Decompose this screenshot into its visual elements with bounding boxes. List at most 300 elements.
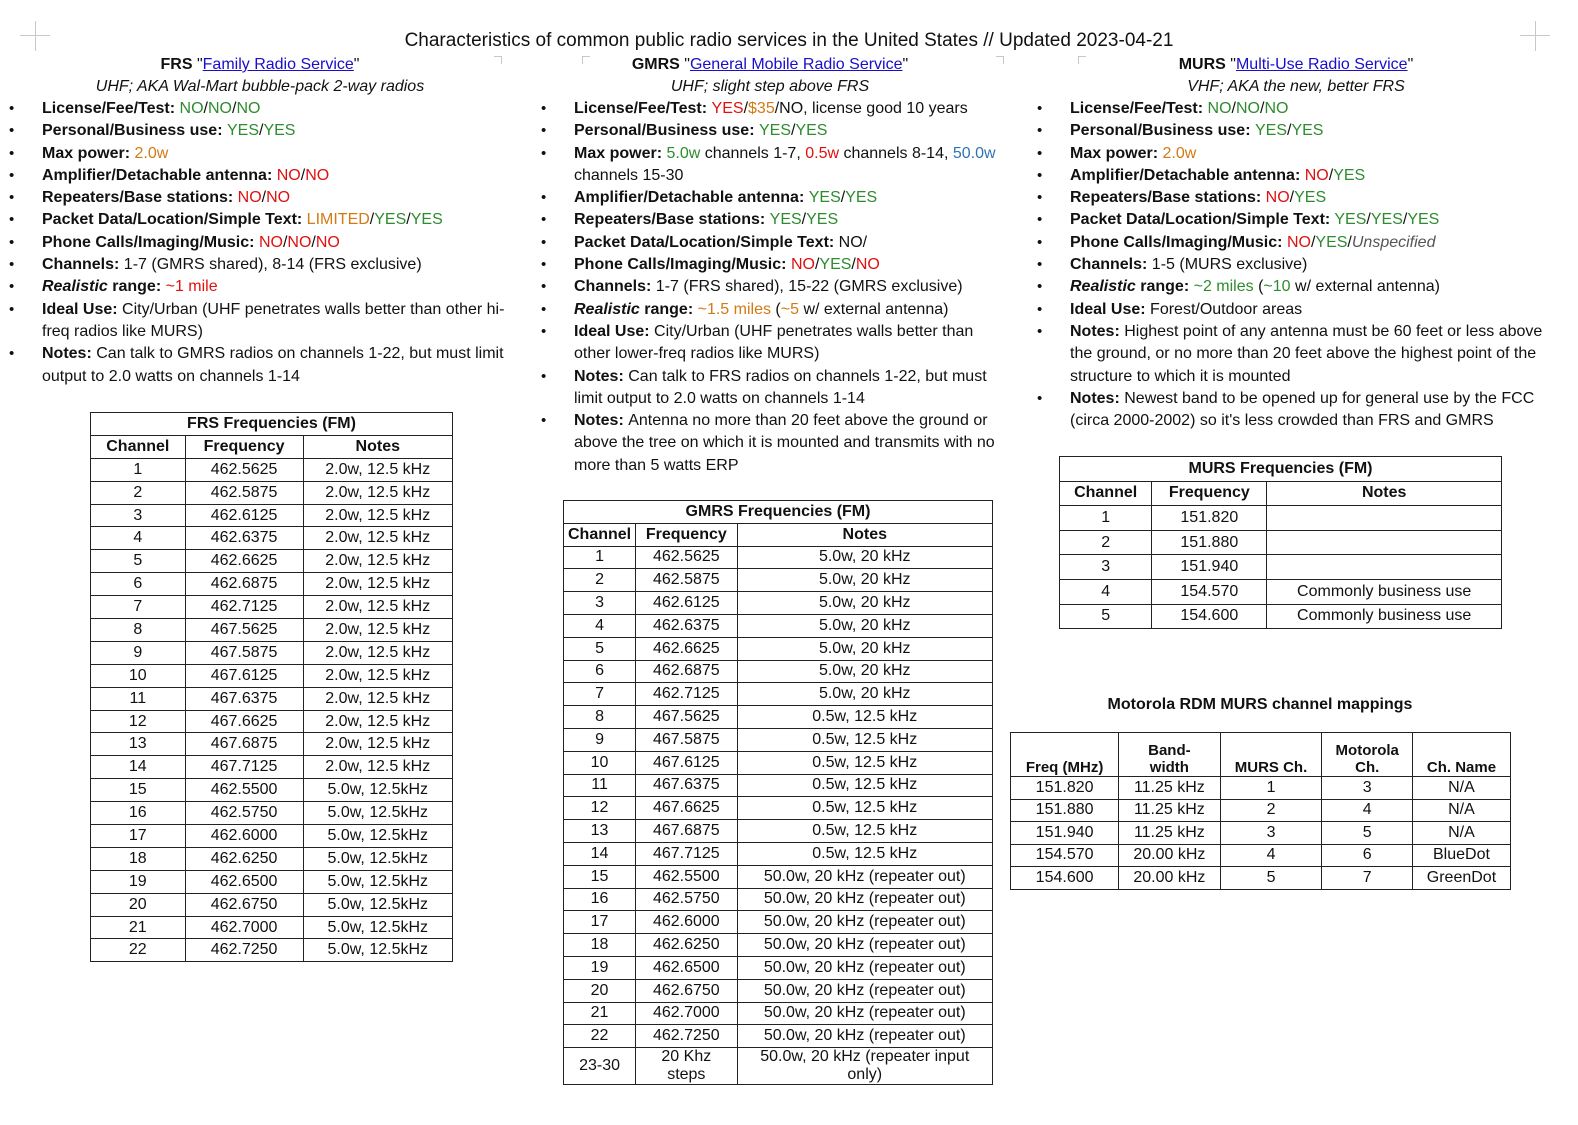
table-cell: 462.6625 [636, 637, 737, 660]
table-cell: 462.7250 [185, 939, 303, 962]
table-cell: 2.0w, 12.5 kHz [303, 504, 452, 527]
table-row [564, 979, 993, 1002]
table-cell: N/A [1412, 799, 1510, 822]
characteristic-text: YES [374, 211, 407, 229]
table-cell: 467.6375 [636, 774, 737, 797]
table-cell: 6 [1322, 844, 1412, 867]
characteristic-text: w/ external antenna) [1290, 278, 1440, 296]
characteristic-text: range [107, 278, 156, 296]
table-cell: 2 [91, 481, 186, 504]
characteristic-text: Antenna no more than 20 feet above the ground or above the tree on which it is mounted and transmits with no more than 5 watts ERP [574, 412, 995, 474]
column-header: Frequency [185, 435, 303, 458]
table-row [564, 911, 993, 934]
characteristic-text: Personal/Business use [1070, 122, 1246, 140]
characteristic-text: : [1114, 389, 1125, 407]
characteristic-text: / [743, 100, 749, 117]
characteristic-text: YES [806, 211, 839, 229]
characteristic-text: / [1347, 233, 1352, 251]
table-cell: 151.940 [1011, 822, 1119, 845]
characteristic-text: Repeaters/Base stations [1070, 189, 1256, 207]
table-cell: 2 [1060, 530, 1152, 555]
characteristic-text: : [217, 122, 227, 140]
table-cell: 20 Khz steps [636, 1048, 737, 1085]
characteristic-text: : [749, 122, 759, 140]
motorola-mapping-table [1010, 732, 1511, 890]
characteristic-item [574, 98, 996, 120]
characteristic-text: YES [1333, 166, 1366, 184]
table-cell: 19 [564, 956, 636, 979]
characteristic-text: NO [1286, 233, 1311, 251]
characteristic-text: : [618, 412, 629, 430]
table-row [91, 756, 453, 779]
characteristic-text: LIMITED [306, 211, 370, 229]
characteristic-text: NO [179, 100, 204, 117]
table-cell: BlueDot [1412, 844, 1510, 867]
characteristic-text: NO [790, 256, 815, 274]
characteristic-text: Highest point of any antenna must be 60 feet or less above the ground, or no more than 20 feet above the highest point of the structure to which it is mounted [1070, 322, 1543, 385]
characteristic-item [42, 254, 506, 276]
table-row [91, 664, 453, 687]
column-header: Frequency [1152, 481, 1267, 506]
table-cell: 15 [91, 779, 186, 802]
characteristic-text: YES [1315, 233, 1348, 251]
table-cell: 11.25 kHz [1119, 822, 1220, 845]
characteristic-item [574, 120, 996, 142]
table-cell: 5 [1322, 822, 1412, 845]
characteristic-text: YES [226, 122, 259, 140]
table-cell: 462.5500 [185, 779, 303, 802]
table-cell: 9 [91, 641, 186, 664]
characteristic-text: : [266, 166, 277, 184]
table-cell: 14 [91, 756, 186, 779]
table-cell: 151.820 [1152, 506, 1267, 531]
table-row [91, 481, 453, 504]
characteristic-text: : [249, 233, 259, 251]
table-row [91, 550, 453, 573]
table-cell: 12 [564, 797, 636, 820]
frs-column [0, 54, 520, 388]
table-row [1011, 799, 1511, 822]
table-cell: 21 [564, 1002, 636, 1025]
characteristic-text: / [1310, 233, 1316, 251]
characteristic-text: / [406, 211, 411, 229]
gmrs-subtitle: UHF; slight step above FRS [670, 78, 870, 95]
characteristic-text: NO [258, 233, 283, 251]
table-cell: 462.6500 [636, 956, 737, 979]
table-cell: 16 [564, 888, 636, 911]
characteristic-text: Max power [574, 144, 657, 162]
characteristic-text: : [798, 189, 809, 207]
table-row [1011, 867, 1511, 890]
table-cell: 462.5750 [636, 888, 737, 911]
characteristic-item [1070, 143, 1558, 165]
table-row [564, 1025, 993, 1048]
characteristic-text: ( [1253, 278, 1264, 296]
characteristic-item [574, 366, 996, 411]
table-row [91, 596, 453, 619]
table-row [564, 774, 993, 797]
characteristic-text: YES [769, 211, 802, 229]
table-cell: 0.5w, 12.5 kHz [737, 820, 992, 843]
table-cell: 50.0w, 20 kHz (repeater input only) [737, 1048, 992, 1085]
characteristic-text: / [232, 100, 237, 117]
table-cell: 154.570 [1152, 579, 1267, 604]
table-row [91, 641, 453, 664]
characteristic-text: Max power [42, 144, 125, 162]
characteristic-text: / [814, 256, 820, 274]
table-row [91, 573, 453, 596]
frs-link[interactable]: Family Radio Service [202, 56, 354, 73]
table-cell: 462.6250 [185, 847, 303, 870]
table-cell: 6 [564, 660, 636, 683]
table-cell: Commonly business use [1267, 579, 1502, 604]
table-cell: 5.0w, 20 kHz [737, 660, 992, 683]
table-cell: 10 [564, 751, 636, 774]
characteristic-text: YES [711, 100, 744, 117]
table-cell: 50.0w, 20 kHz (repeater out) [737, 956, 992, 979]
table-cell: 5 [1220, 867, 1322, 890]
gmrs-column [530, 54, 1010, 477]
table-cell: 17 [91, 825, 186, 848]
table-cell: 462.5875 [636, 569, 737, 592]
table-row [91, 893, 453, 916]
characteristic-text: / [840, 189, 846, 207]
table-cell: 5 [564, 637, 636, 660]
frs-characteristics-list [42, 98, 506, 388]
table-cell: 5.0w, 12.5kHz [303, 779, 452, 802]
characteristic-text: Channels [42, 256, 115, 274]
table-cell: 4 [564, 614, 636, 637]
table-row [1011, 777, 1511, 800]
murs-link[interactable]: Multi-Use Radio Service [1235, 56, 1408, 73]
table-row [1060, 555, 1502, 580]
characteristic-item [42, 299, 506, 344]
table-cell: 5.0w, 12.5kHz [303, 939, 452, 962]
table-row [91, 779, 453, 802]
characteristic-text: : [112, 300, 123, 318]
characteristic-text: Forest/Outdoor areas [1150, 300, 1303, 318]
table-cell: 467.6875 [636, 820, 737, 843]
column-header: Frequency [636, 523, 737, 546]
table-cell: 4 [1322, 799, 1412, 822]
table-cell: 2.0w, 12.5 kHz [303, 596, 452, 619]
characteristic-text: / [369, 211, 375, 229]
characteristic-text: / [203, 100, 208, 117]
table-cell: 4 [1060, 579, 1152, 604]
characteristic-text: / [1402, 211, 1408, 229]
table-cell: 462.6750 [636, 979, 737, 1002]
table-cell: 467.5625 [636, 706, 737, 729]
characteristic-text: 5.0w [666, 144, 701, 162]
characteristic-text: : [1294, 166, 1305, 184]
table-cell: 2.0w, 12.5 kHz [303, 573, 452, 596]
characteristic-text: NO [1264, 100, 1289, 117]
characteristic-text: / [1231, 100, 1236, 117]
characteristic-text: : [1140, 300, 1151, 318]
characteristic-text: Repeaters/Base stations [42, 189, 228, 207]
characteristic-text: Phone Calls/Imaging/Music [1070, 233, 1278, 251]
table-cell: 50.0w, 20 kHz (repeater out) [737, 865, 992, 888]
characteristic-text: License/Fee/Test [574, 100, 702, 117]
characteristic-text: NO [276, 166, 301, 184]
characteristic-text: / [851, 256, 856, 274]
characteristic-text: ~2 miles [1193, 278, 1254, 296]
characteristic-text: License/Fee/Test [42, 100, 170, 117]
table-cell: 151.940 [1152, 555, 1267, 580]
characteristic-text: ~10 [1263, 278, 1291, 296]
table-cell: 5 [1060, 604, 1152, 629]
characteristic-text: / [1286, 122, 1292, 140]
table-row [91, 802, 453, 825]
characteristic-text: : [155, 278, 166, 296]
table-cell: 11 [564, 774, 636, 797]
table-cell: 462.6375 [636, 614, 737, 637]
characteristic-text: YES [758, 122, 791, 140]
murs-frequencies-table [1059, 456, 1502, 629]
gmrs-frequencies-table [563, 500, 993, 1085]
table-cell: 462.6000 [185, 825, 303, 848]
table-cell: 4 [1220, 844, 1322, 867]
table-cell: 2.0w, 12.5 kHz [303, 756, 452, 779]
table-cell: 10 [91, 664, 186, 687]
table-row [564, 592, 993, 615]
table-row [91, 870, 453, 893]
table-cell: 467.5875 [636, 728, 737, 751]
characteristic-item [574, 232, 996, 254]
table-cell: 20 [91, 893, 186, 916]
table-cell: 2.0w, 12.5 kHz [303, 687, 452, 710]
characteristic-text: : [1255, 189, 1266, 207]
characteristic-text: 1-7 (GMRS shared), 8-14 (FRS exclusive) [123, 256, 422, 274]
table-cell: 462.5750 [185, 802, 303, 825]
column-header: Channel [1060, 481, 1152, 506]
table-cell: 1 [1060, 506, 1152, 531]
characteristic-text: YES [845, 189, 878, 207]
characteristic-item [42, 98, 506, 120]
table-cell [1267, 555, 1502, 580]
table-cell: 5.0w, 20 kHz [737, 592, 992, 615]
table-row [91, 733, 453, 756]
table-row [564, 956, 993, 979]
table-cell: 14 [564, 842, 636, 865]
characteristic-text: Ideal Use [42, 300, 113, 318]
characteristic-text: Notes [42, 345, 87, 363]
characteristic-text: : [169, 100, 180, 117]
gmrs-link[interactable]: General Mobile Radio Service [689, 56, 903, 73]
characteristic-text: Repeaters/Base stations [574, 211, 760, 229]
table-cell: 7 [1322, 867, 1412, 890]
table-cell: 5.0w, 20 kHz [737, 683, 992, 706]
table-cell: 467.6125 [636, 751, 737, 774]
table-cell: 1 [1220, 777, 1322, 800]
table-caption: GMRS Frequencies (FM) [564, 501, 993, 524]
characteristic-item [1070, 276, 1558, 298]
table-cell: 462.5625 [636, 546, 737, 569]
table-cell: 5.0w, 12.5kHz [303, 847, 452, 870]
table-cell: 2.0w, 12.5 kHz [303, 550, 452, 573]
table-cell: 22 [91, 939, 186, 962]
table-cell: 462.7250 [636, 1025, 737, 1048]
table-row [1060, 506, 1502, 531]
table-cell: 20.00 kHz [1119, 867, 1220, 890]
characteristic-item [1070, 98, 1558, 120]
characteristic-text: channels 15-30 [574, 166, 684, 184]
characteristic-text: : [114, 256, 124, 274]
table-cell: 462.5500 [636, 865, 737, 888]
table-cell: 3 [1322, 777, 1412, 800]
table-cell: 2.0w, 12.5 kHz [303, 641, 452, 664]
table-cell: 151.880 [1152, 530, 1267, 555]
table-cell: 8 [91, 619, 186, 642]
table-row [564, 865, 993, 888]
characteristic-text: 0.5w [805, 144, 840, 162]
table-cell: 0.5w, 12.5 kHz [737, 842, 992, 865]
table-cell: 467.7125 [636, 842, 737, 865]
table-cell: N/A [1412, 822, 1510, 845]
characteristic-text: Ideal Use [1070, 300, 1141, 318]
table-row [564, 706, 993, 729]
table-row [564, 888, 993, 911]
table-cell: 0.5w, 12.5 kHz [737, 706, 992, 729]
table-cell: 16 [91, 802, 186, 825]
characteristic-item [42, 187, 506, 209]
characteristic-text: NO/ [834, 233, 868, 251]
table-cell: 154.570 [1011, 844, 1119, 867]
table-cell: 2.0w, 12.5 kHz [303, 619, 452, 642]
characteristic-text: Notes [1070, 389, 1115, 407]
table-cell: 5.0w, 12.5kHz [303, 825, 452, 848]
characteristic-text: NO [1265, 189, 1290, 207]
table-cell: 467.6875 [185, 733, 303, 756]
table-cell: 11 [91, 687, 186, 710]
table-row [564, 1048, 993, 1085]
characteristic-text: range [639, 300, 688, 318]
characteristic-text: NO [855, 256, 880, 274]
table-row [564, 751, 993, 774]
table-cell: 467.6125 [185, 664, 303, 687]
gmrs-heading: GMRS "General Mobile Radio Service" [631, 56, 909, 73]
characteristic-text: 2.0w [134, 144, 169, 162]
table-row [564, 614, 993, 637]
characteristic-text: NO [1207, 100, 1232, 117]
table-cell [1267, 530, 1502, 555]
table-cell: 0.5w, 12.5 kHz [737, 728, 992, 751]
characteristic-item [1070, 299, 1558, 321]
table-cell: 12 [91, 710, 186, 733]
table-cell: 154.600 [1011, 867, 1119, 890]
characteristic-text: / [790, 122, 796, 140]
table-cell: 462.6375 [185, 527, 303, 550]
table-cell: 7 [91, 596, 186, 619]
table-cell: 11.25 kHz [1119, 799, 1220, 822]
table-cell: 467.5875 [185, 641, 303, 664]
table-row [564, 546, 993, 569]
table-row [564, 934, 993, 957]
characteristic-text: Can talk to GMRS radios on channels 1-22, but must limit output to 2.0 watts on channels 1-14 [42, 345, 504, 385]
characteristic-text: NO [287, 233, 312, 251]
characteristic-text: / [1289, 189, 1295, 207]
table-row [1060, 604, 1502, 629]
table-row [564, 683, 993, 706]
characteristic-text: : [646, 278, 656, 296]
table-row [91, 527, 453, 550]
characteristic-item [42, 209, 506, 231]
table-caption: MURS Frequencies (FM) [1060, 457, 1502, 482]
characteristic-item [574, 209, 996, 231]
table-row [91, 458, 453, 481]
table-cell: 50.0w, 20 kHz (repeater out) [737, 1025, 992, 1048]
characteristic-text: Realistic [1070, 278, 1136, 296]
table-cell: 18 [91, 847, 186, 870]
table-row [564, 660, 993, 683]
characteristic-text: Realistic [42, 278, 108, 296]
table-cell: 462.6875 [636, 660, 737, 683]
table-row [91, 847, 453, 870]
characteristic-item [574, 276, 996, 298]
characteristic-text: NO [208, 100, 232, 117]
characteristic-text: : [296, 211, 307, 229]
table-cell: 9 [564, 728, 636, 751]
characteristic-text: YES [819, 256, 852, 274]
table-row [564, 842, 993, 865]
characteristic-text: ~1.5 miles [697, 300, 771, 318]
characteristic-text: Packet Data/Location/Simple Text: [1070, 211, 1331, 229]
characteristic-text: : [687, 300, 698, 318]
column-header: Ch. Name [1412, 733, 1510, 777]
characteristic-text: YES [795, 122, 828, 140]
table-row [91, 825, 453, 848]
characteristic-item [574, 299, 996, 321]
table-cell: 50.0w, 20 kHz (repeater out) [737, 911, 992, 934]
characteristic-item [42, 343, 506, 388]
characteristic-text: City/Urban (UHF penetrates walls better than other hi-freq radios like MURS) [42, 300, 505, 340]
characteristic-text: 50.0w [952, 144, 996, 162]
table-cell: 6 [91, 573, 186, 596]
table-cell: 50.0w, 20 kHz (repeater out) [737, 888, 992, 911]
table-caption: FRS Frequencies (FM) [91, 413, 453, 436]
characteristic-text: : [227, 189, 238, 207]
table-cell: 5.0w, 20 kHz [737, 569, 992, 592]
table-row [1011, 822, 1511, 845]
table-cell: 2.0w, 12.5 kHz [303, 527, 452, 550]
characteristic-text: Notes [574, 367, 619, 385]
characteristic-text: Channels [1070, 256, 1143, 274]
table-cell: 50.0w, 20 kHz (repeater out) [737, 1002, 992, 1025]
characteristic-item [1070, 321, 1558, 388]
characteristic-text: : [618, 367, 629, 385]
table-cell: 5.0w, 12.5kHz [303, 870, 452, 893]
table-cell: 5.0w, 20 kHz [737, 637, 992, 660]
table-cell: 17 [564, 911, 636, 934]
characteristic-text: / [282, 233, 288, 251]
characteristic-text: / [300, 166, 306, 184]
table-cell: 462.6500 [185, 870, 303, 893]
characteristic-text: / [261, 189, 267, 207]
characteristic-text: YES [808, 189, 841, 207]
frs-frequencies-table [90, 412, 453, 962]
characteristic-text: Notes [574, 412, 619, 430]
table-row [91, 916, 453, 939]
table-row [91, 504, 453, 527]
frs-subtitle: UHF; AKA Wal-Mart bubble-pack 2-way radios [95, 78, 425, 95]
characteristic-text: Amplifier/Detachable antenna [574, 189, 799, 207]
table-cell: 462.6000 [636, 911, 737, 934]
table-cell: 467.7125 [185, 756, 303, 779]
table-cell: 467.6625 [636, 797, 737, 820]
page-title: Characteristics of common public radio services in the United States // Updated 2023-04-21 [404, 30, 1174, 51]
table-cell: 1 [91, 458, 186, 481]
table-cell: Commonly business use [1267, 604, 1502, 629]
